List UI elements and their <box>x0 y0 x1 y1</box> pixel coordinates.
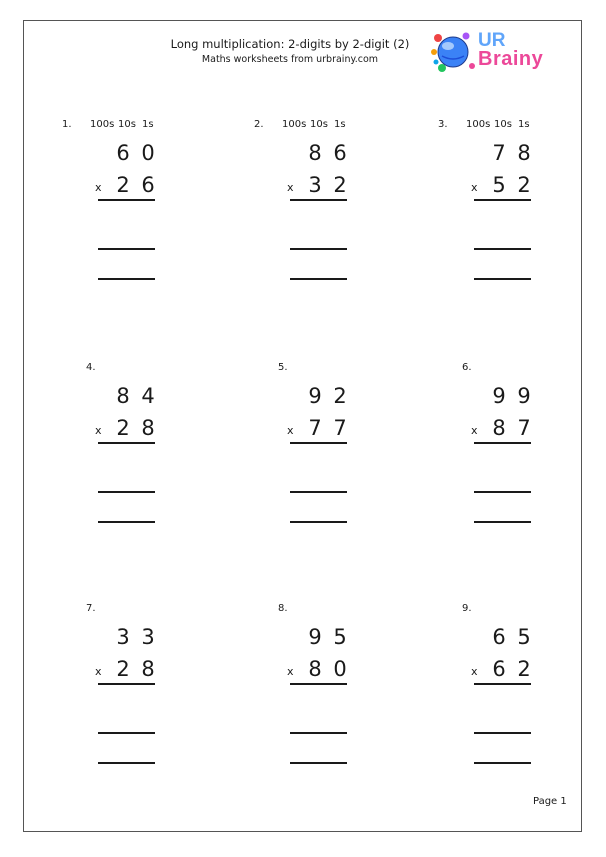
answer-rule <box>474 683 531 685</box>
partial-line-2[interactable] <box>290 762 347 764</box>
partial-line-2[interactable] <box>98 762 155 764</box>
multiplicand-digit: 9 <box>492 384 506 408</box>
multiplier-digit: 6 <box>492 657 506 681</box>
problem-4 <box>62 362 192 562</box>
multiplicand-digit: 5 <box>517 625 531 649</box>
problem-9 <box>438 603 568 803</box>
partial-line-2[interactable] <box>98 521 155 523</box>
multiplicand-digit: 0 <box>141 141 155 165</box>
problem-number: 1. <box>62 119 72 130</box>
multiplicand-digit: 9 <box>517 384 531 408</box>
page-number: Page 1 <box>533 796 567 807</box>
problem-number: 5. <box>278 362 288 373</box>
place-value-hundreds: 100s <box>466 119 491 130</box>
multiplicand-digit: 5 <box>333 625 347 649</box>
logo-ur-text: UR <box>478 30 506 51</box>
answer-rule <box>474 442 531 444</box>
partial-line-1[interactable] <box>474 491 531 493</box>
problem-number: 8. <box>278 603 288 614</box>
multiplicand-digit: 8 <box>517 141 531 165</box>
answer-rule <box>290 683 347 685</box>
multiplier-digit: 5 <box>492 173 506 197</box>
partial-line-2[interactable] <box>290 278 347 280</box>
multiply-sign: x <box>471 181 478 194</box>
multiply-sign: x <box>287 424 294 437</box>
place-value-ones: 1s <box>334 119 346 130</box>
place-value-hundreds: 100s <box>282 119 307 130</box>
multiplier-digit: 8 <box>141 416 155 440</box>
answer-rule <box>98 199 155 201</box>
partial-line-2[interactable] <box>474 278 531 280</box>
multiplicand-digit: 2 <box>333 384 347 408</box>
place-value-ones: 1s <box>518 119 530 130</box>
multiply-sign: x <box>95 665 102 678</box>
problem-number: 7. <box>86 603 96 614</box>
multiplicand-digit: 3 <box>116 625 130 649</box>
multiply-sign: x <box>471 665 478 678</box>
multiplicand-digit: 3 <box>141 625 155 649</box>
multiply-sign: x <box>95 181 102 194</box>
partial-line-1[interactable] <box>474 248 531 250</box>
partial-line-1[interactable] <box>290 732 347 734</box>
partial-line-1[interactable] <box>98 248 155 250</box>
problem-5 <box>254 362 384 562</box>
multiplier-digit: 3 <box>308 173 322 197</box>
multiplier-digit: 0 <box>333 657 347 681</box>
problem-number: 3. <box>438 119 448 130</box>
multiply-sign: x <box>287 181 294 194</box>
answer-rule <box>290 199 347 201</box>
problem-number: 6. <box>462 362 472 373</box>
partial-line-2[interactable] <box>98 278 155 280</box>
problem-number: 9. <box>462 603 472 614</box>
multiplier-digit: 7 <box>333 416 347 440</box>
place-value-tens: 10s <box>494 119 512 130</box>
multiplicand-digit: 7 <box>492 141 506 165</box>
multiplicand-digit: 8 <box>116 384 130 408</box>
answer-rule <box>474 199 531 201</box>
multiplier-digit: 2 <box>116 657 130 681</box>
multiplier-digit: 2 <box>517 657 531 681</box>
problem-number: 2. <box>254 119 264 130</box>
multiplier-digit: 7 <box>517 416 531 440</box>
multiplicand-digit: 8 <box>308 141 322 165</box>
multiplier-digit: 6 <box>141 173 155 197</box>
problem-number: 4. <box>86 362 96 373</box>
multiplicand-digit: 6 <box>492 625 506 649</box>
worksheet-title: Long multiplication: 2-digits by 2-digit (2) <box>170 37 410 51</box>
partial-line-1[interactable] <box>98 732 155 734</box>
multiplier-digit: 8 <box>492 416 506 440</box>
answer-rule <box>98 683 155 685</box>
problem-1 <box>62 119 192 319</box>
answer-rule <box>98 442 155 444</box>
partial-line-1[interactable] <box>290 248 347 250</box>
partial-line-2[interactable] <box>474 521 531 523</box>
multiplier-digit: 8 <box>141 657 155 681</box>
urbrainy-logo <box>428 26 548 82</box>
multiplier-digit: 7 <box>308 416 322 440</box>
worksheet-subtitle: Maths worksheets from urbrainy.com <box>201 54 379 65</box>
place-value-ones: 1s <box>142 119 154 130</box>
multiplier-digit: 2 <box>333 173 347 197</box>
multiplier-digit: 8 <box>308 657 322 681</box>
multiplicand-digit: 6 <box>333 141 347 165</box>
problem-3 <box>438 119 568 319</box>
partial-line-2[interactable] <box>474 762 531 764</box>
partial-line-1[interactable] <box>290 491 347 493</box>
partial-line-2[interactable] <box>290 521 347 523</box>
problem-8 <box>254 603 384 803</box>
multiplier-digit: 2 <box>116 416 130 440</box>
logo-brainy-text: Brainy <box>478 48 544 70</box>
problem-6 <box>438 362 568 562</box>
partial-line-1[interactable] <box>98 491 155 493</box>
multiplicand-digit: 6 <box>116 141 130 165</box>
problem-2 <box>254 119 384 319</box>
problem-7 <box>62 603 192 803</box>
multiply-sign: x <box>471 424 478 437</box>
multiply-sign: x <box>287 665 294 678</box>
multiplier-digit: 2 <box>517 173 531 197</box>
answer-rule <box>290 442 347 444</box>
multiplier-digit: 2 <box>116 173 130 197</box>
multiplicand-digit: 4 <box>141 384 155 408</box>
multiplicand-digit: 9 <box>308 384 322 408</box>
place-value-tens: 10s <box>118 119 136 130</box>
multiplicand-digit: 9 <box>308 625 322 649</box>
place-value-hundreds: 100s <box>90 119 115 130</box>
partial-line-1[interactable] <box>474 732 531 734</box>
place-value-tens: 10s <box>310 119 328 130</box>
multiply-sign: x <box>95 424 102 437</box>
